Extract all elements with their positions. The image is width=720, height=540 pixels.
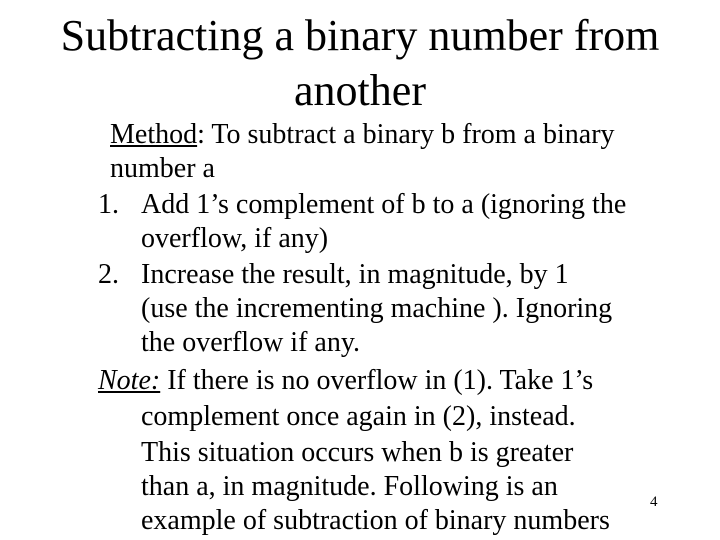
note-text-1: If there is no overflow in (1). Take 1’s xyxy=(160,365,594,396)
note-line-1 xyxy=(98,364,593,398)
step-2-line-3: the overflow if any. xyxy=(141,327,360,358)
method-label: Method xyxy=(110,119,198,150)
title-line-1: Subtracting a binary number from xyxy=(60,11,660,60)
method-line-2: number a xyxy=(110,153,215,184)
note-line-5: example of subtraction of binary numbers xyxy=(141,505,610,536)
note-line-3: This situation occurs when b is greater xyxy=(141,437,574,468)
method-line-1 xyxy=(110,118,615,152)
note-line-2: complement once again in (2), instead. xyxy=(141,401,576,432)
slide-title xyxy=(0,8,720,118)
step-2-number: 2. xyxy=(98,259,119,290)
step-2-line-2: (use the incrementing machine ). Ignoring xyxy=(141,293,613,324)
step-1-line-2: overflow, if any) xyxy=(141,223,329,254)
step-1-line-1: Add 1’s complement of b to a (ignoring the xyxy=(141,189,627,220)
page-number: 4 xyxy=(650,494,658,510)
method-text-1: : To subtract a binary b from a binary xyxy=(197,119,615,150)
note-label: Note: xyxy=(98,365,161,396)
step-2-line-1: Increase the result, in magnitude, by 1 xyxy=(141,259,569,290)
note-line-4: than a, in magnitude. Following is an xyxy=(141,471,558,502)
step-1-number: 1. xyxy=(98,189,119,220)
title-line-2: another xyxy=(294,66,426,115)
